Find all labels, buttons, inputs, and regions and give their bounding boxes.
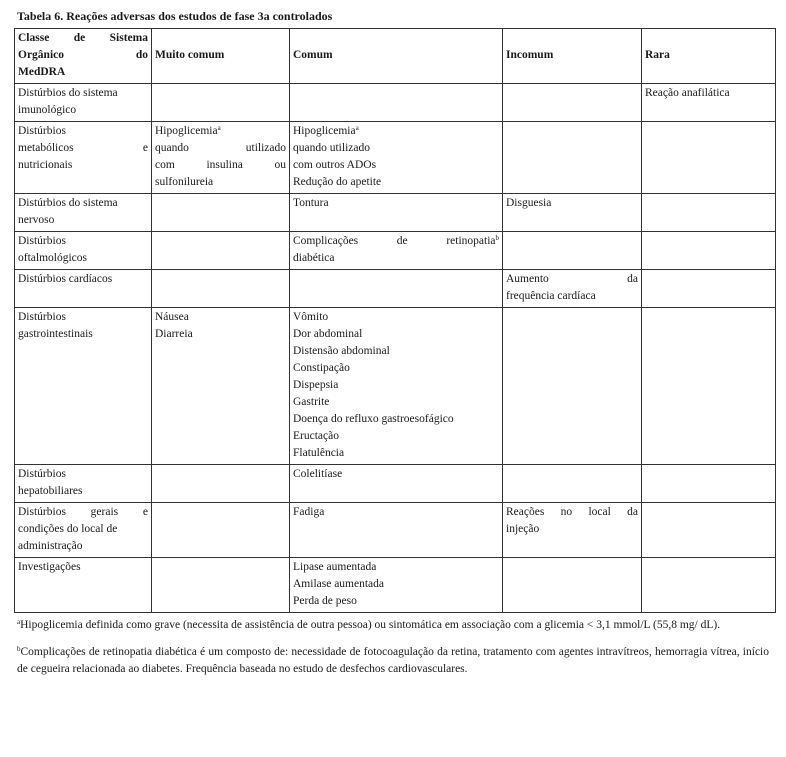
cell-line: Lipase aumentada (293, 561, 377, 573)
cell-rare (642, 503, 776, 558)
cell-common (290, 465, 503, 503)
cell-uncommon (503, 270, 642, 308)
cell-line: Reações no local da (506, 506, 638, 518)
cell-line: Distensão abdominal (293, 345, 390, 357)
table-row (15, 503, 776, 558)
cell-very-common (152, 465, 290, 503)
footnote-a (17, 617, 769, 634)
cell-uncommon (503, 308, 642, 465)
cell-very-common (152, 84, 290, 122)
cell-common (290, 84, 503, 122)
cell-line: Gastrite (293, 396, 330, 408)
table-row (15, 84, 776, 122)
table-row (15, 465, 776, 503)
cell-line: Dor abdominal (293, 328, 363, 340)
cell-rare (642, 84, 776, 122)
cell-line: Tontura (293, 197, 329, 209)
cell-rare (642, 194, 776, 232)
cell-rare (642, 558, 776, 613)
cell-line: Distúrbios do sistema (18, 197, 118, 209)
cell-rare (642, 465, 776, 503)
footnote-ref: a (217, 124, 221, 132)
cell-line: Vômito (293, 311, 329, 323)
cell-soc (15, 308, 152, 465)
cell-common (290, 232, 503, 270)
cell-uncommon (503, 465, 642, 503)
table-title: Tabela 6. Reações adversas dos estudos de fase 3a controlados (17, 9, 333, 23)
cell-uncommon (503, 122, 642, 194)
header-row (15, 29, 776, 84)
cell-line: diabética (293, 252, 335, 264)
cell-line: Colelitíase (293, 468, 343, 480)
cell-line: Doença do refluxo gastroesofágico (293, 413, 454, 425)
table-row (15, 122, 776, 194)
cell-line: Aumento da (506, 273, 638, 285)
cell-line: Fadiga (293, 506, 325, 518)
cell-line: Distúrbios (18, 311, 66, 323)
cell-uncommon (503, 503, 642, 558)
table-row (15, 194, 776, 232)
cell-uncommon (503, 84, 642, 122)
footnote-b-text: Complicações de retinopatia diabética é um composto de: necessidade de fotocoagulação da retina, tratamento com agentes intravítreos, hemorragia vítrea, início de cegueira relacionada ao diabetes. Frequência baseada no estudo de desfechos cardiovasculares. (17, 646, 769, 675)
cell-very-common (152, 232, 290, 270)
cell-line: Hipoglicemia$^a$ (293, 124, 359, 137)
cell-line: Diarreia (155, 328, 193, 340)
cell-soc (15, 122, 152, 194)
cell-line: Reação anafilática (645, 87, 730, 99)
cell-line: Complicações de retinopatia$^b$ (293, 234, 499, 247)
cell-common (290, 558, 503, 613)
cell-very-common (152, 308, 290, 465)
cell-uncommon (503, 232, 642, 270)
cell-line: Flatulência (293, 447, 345, 459)
cell-line: Investigações (18, 561, 81, 573)
footnote-b-mark: b (17, 645, 21, 653)
cell-very-common (152, 558, 290, 613)
table-row (15, 308, 776, 465)
cell-line: nutricionais (18, 159, 73, 171)
cell-line: administração (18, 540, 83, 552)
header-soc: Classe de Sistema Orgânico do MedDRA (15, 29, 152, 84)
cell-line: Constipação (293, 362, 350, 374)
cell-line: Redução do apetite (293, 176, 382, 188)
cell-rare (642, 308, 776, 465)
cell-line: Amilase aumentada (293, 578, 385, 590)
cell-line: hepatobiliares (18, 485, 83, 497)
cell-soc (15, 194, 152, 232)
cell-soc (15, 558, 152, 613)
cell-common (290, 503, 503, 558)
cell-soc (15, 465, 152, 503)
cell-common (290, 308, 503, 465)
cell-line: Distúrbios (18, 125, 66, 137)
cell-line: Distúrbios gerais e (18, 506, 148, 518)
cell-uncommon (503, 194, 642, 232)
cell-soc (15, 84, 152, 122)
footnote-a-text: Hipoglicemia definida como grave (necessita de assistência de outra pessoa) ou sintomática em associação com a glicemia < 3,1 mmol/L (55,8 mg/ dL). (20, 619, 721, 631)
cell-line: Hipoglicemia$^a$ (155, 124, 221, 137)
adverse-reactions-table (14, 28, 776, 613)
footnote-ref: a (355, 124, 359, 132)
cell-line: quando utilizado (155, 142, 286, 154)
cell-line: Distúrbios cardíacos (18, 273, 113, 285)
cell-common (290, 194, 503, 232)
cell-line: Náusea (155, 311, 189, 323)
cell-line: metabólicos e (18, 142, 148, 154)
cell-very-common (152, 194, 290, 232)
table-row (15, 232, 776, 270)
cell-line: Disguesia (506, 197, 552, 209)
header-uncommon: Incomum (503, 29, 642, 84)
cell-soc (15, 270, 152, 308)
cell-line: nervoso (18, 214, 55, 226)
cell-line: com outros ADOs (293, 159, 377, 171)
cell-line: Distúrbios do sistema (18, 87, 118, 99)
cell-line: gastrointestinais (18, 328, 93, 340)
cell-line: Perda de peso (293, 595, 357, 607)
cell-very-common (152, 122, 290, 194)
cell-line: oftalmológicos (18, 252, 87, 264)
footnote-b (17, 644, 769, 678)
cell-rare (642, 232, 776, 270)
cell-very-common (152, 270, 290, 308)
cell-common (290, 122, 503, 194)
cell-rare (642, 122, 776, 194)
header-very-common: Muito comum (152, 29, 290, 84)
footnote-a-mark: a (17, 618, 21, 626)
cell-line: Distúrbios (18, 468, 66, 480)
cell-soc (15, 503, 152, 558)
cell-line: Dispepsia (293, 379, 339, 391)
cell-line: frequência cardíaca (506, 290, 596, 302)
cell-line: com insulina ou (155, 159, 286, 171)
header-rare: Rara (642, 29, 776, 84)
table-row (15, 558, 776, 613)
header-common: Comum (290, 29, 503, 84)
cell-rare (642, 270, 776, 308)
cell-common (290, 270, 503, 308)
cell-line: Eructação (293, 430, 339, 442)
cell-very-common (152, 503, 290, 558)
footnote-ref: b (495, 234, 499, 242)
cell-line: Distúrbios (18, 235, 66, 247)
cell-line: injeção (506, 523, 540, 535)
cell-line: imunológico (18, 104, 77, 116)
table-row (15, 270, 776, 308)
cell-line: sulfonilureia (155, 176, 214, 188)
cell-line: quando utilizado (293, 142, 370, 154)
cell-soc (15, 232, 152, 270)
cell-line: condições do local de (18, 523, 118, 535)
cell-uncommon (503, 558, 642, 613)
